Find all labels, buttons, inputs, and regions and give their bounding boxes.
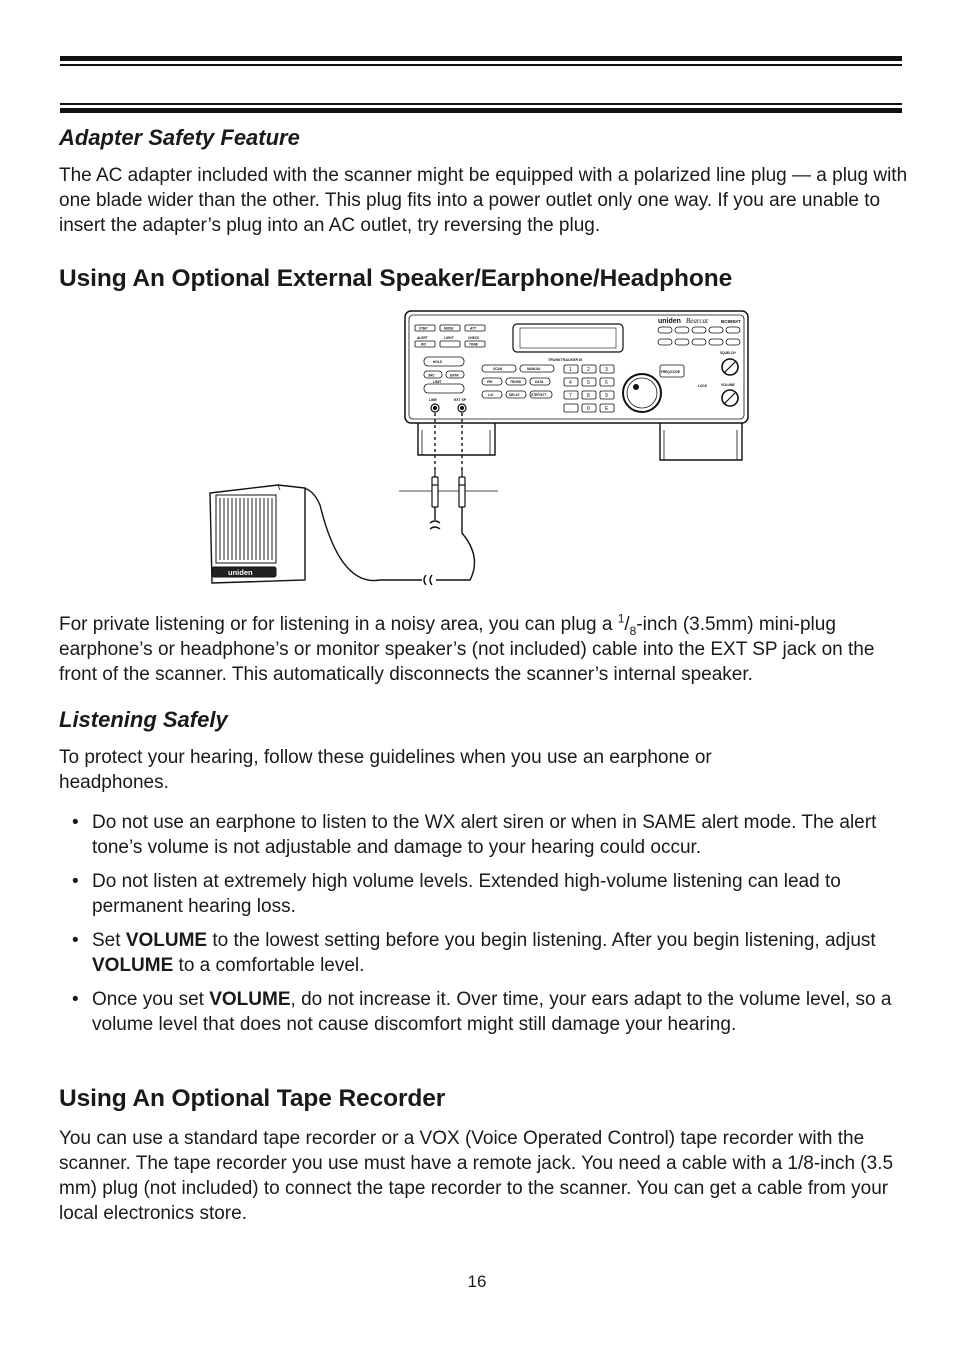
lock-label: LOCK <box>698 384 708 388</box>
numeric-keypad <box>564 365 614 412</box>
top-right-buttons <box>658 327 740 345</box>
button-src: SRC <box>428 373 435 378</box>
scanner-model-code: BC895XT <box>721 319 741 324</box>
bullet-dot: • <box>72 812 79 833</box>
keypad-key-label: 6 <box>605 380 608 386</box>
tuning-dial <box>623 374 661 412</box>
button-limit: LIMIT <box>433 380 442 384</box>
bullet-dot: • <box>72 930 79 951</box>
bullet-text-a: Set <box>92 930 126 951</box>
bullet-text-e: to a comfortable level. <box>173 955 365 976</box>
bullet-dot: • <box>72 871 79 892</box>
jack-ext-sp-label: EXT SP <box>454 398 467 402</box>
keypad-key-label: . <box>569 406 571 412</box>
bullet-text-c: to the lowest setting before you begin listening. After you begin listening, adjust <box>207 930 876 951</box>
section-rule-thin <box>60 103 902 105</box>
list-item <box>70 928 906 978</box>
list-item <box>70 810 906 860</box>
tape-recorder-heading: Using An Optional Tape Recorder <box>59 1085 446 1112</box>
external-speaker-body: For private listening or for listening in a noisy area, you can plug a $^1/_8$-inch (3.5mm) mini-plug earphone’s or headphone’s or monitor speaker’s (not included) cable into the EXT SP jack on the front of the scanner. This automatically disconnects the scanner’s internal speaker. <box>59 611 875 685</box>
keypad-key-label: 1 <box>569 367 572 373</box>
button-data: DATA <box>535 380 544 384</box>
bullet-volume-bold: VOLUME <box>209 989 291 1010</box>
button-step-att: STEP/ATT <box>531 393 547 397</box>
list-item <box>70 987 906 1037</box>
keypad-key-label: 3 <box>605 367 608 373</box>
button-alert: ALERT <box>417 336 428 340</box>
button-step: STEP <box>419 326 428 331</box>
bullet-dot: • <box>72 989 79 1010</box>
button-hold: HOLD <box>433 360 443 364</box>
button-light: LIGHT <box>444 336 454 340</box>
fraction-numerator: 1 <box>617 611 625 626</box>
keypad-key-label: 7 <box>569 393 572 399</box>
keypad-key-label: 5 <box>587 380 590 386</box>
volume-knob <box>722 390 738 406</box>
scanner-speaker-illustration <box>200 305 760 600</box>
keypad-key-label: 8 <box>587 393 590 399</box>
speaker-brand-label: uniden <box>228 568 253 577</box>
top-rule-thin <box>60 64 902 66</box>
button-scan: SCAN <box>493 367 503 371</box>
button-tone: TONE <box>469 342 478 347</box>
button-delay: DELAY <box>509 393 520 397</box>
button-pri: PRI <box>487 380 493 384</box>
speaker-cable <box>300 488 475 585</box>
tape-recorder-body: You can use a standard tape recorder or a VOX (Voice Operated Control) tape recorder with the scanner. The tape recorder you use must have a remote jack. You need a cable with a 1/8-inch (3.5 mm) plug (not included) to connect the tape recorder to the scanner. You can get a cable from your local electronics store. <box>59 1128 894 1224</box>
section-rule <box>60 108 902 113</box>
listening-safely-intro: To protect your hearing, follow these guidelines when you use an earphone or headphones. <box>59 747 712 793</box>
jack-line-label: LINE <box>429 398 437 402</box>
safety-guidelines-list <box>70 810 906 1046</box>
button-check: CHECK <box>468 336 480 340</box>
page-number: 16 <box>467 1272 487 1291</box>
keypad-key-label: 2 <box>587 367 590 373</box>
button-entr: ENTR <box>450 373 459 378</box>
keypad-key-label: E <box>605 406 609 412</box>
squelch-label: SQUELCH <box>720 351 736 355</box>
scanner-model-script: Bearcat <box>686 317 708 325</box>
button-wx: WX <box>421 342 427 347</box>
bullet-volume-bold: VOLUME <box>125 930 208 951</box>
listening-safely-heading: Listening Safely <box>59 707 228 732</box>
button-manual: MANUAL <box>527 367 541 371</box>
top-rule <box>60 56 902 61</box>
button-att: ATT <box>470 326 476 331</box>
front-jacks <box>431 404 466 412</box>
keypad-key-label: 4 <box>569 380 572 386</box>
external-speaker-body-end: -inch (3.5mm) mini-plug earphone’s or headphone’s or monitor speaker’s (not included) cable into the EXT SP jack on the front of the scanner. This automatically disconnects the scanner’s internal speaker. <box>59 614 875 685</box>
scanner-brand-label: uniden <box>658 318 681 325</box>
squelch-knob <box>722 359 738 375</box>
keypad-key-label: 9 <box>605 393 608 399</box>
bullet-text: Do not listen at extremely high volume levels. Extended high-volume listening can lead to permanent hearing loss. <box>92 871 841 917</box>
button-trunk: TRUNK <box>510 380 522 384</box>
volume-label: VOLUME <box>721 383 735 387</box>
adapter-safety-body: The AC adapter included with the scanner might be equipped with a polarized line plug — a plug with one blade wider than the other. This plug fits into a power outlet only one way. If you are unable to insert the adapter’s plug into an AC outlet, try reversing the plug. <box>59 165 908 236</box>
fraction-denominator: 8 <box>629 623 637 638</box>
button-mode: MODE <box>444 326 454 331</box>
bullet-text: Do not use an earphone to listen to the WX alert siren or when in SAME alert mode. The alert tone’s volume is not adjustable and damage to your hearing could occur. <box>92 812 877 858</box>
freq-code-label: FREQ/CODE <box>661 370 680 374</box>
adapter-safety-heading: Adapter Safety Feature <box>59 125 300 150</box>
bullet-text-c: , do not increase it. Over time, your ears adapt to the volume level, so a volume level that does not cause discomfort might still damage your hearing. <box>92 989 892 1035</box>
button-lo: L/O <box>488 393 494 397</box>
external-speaker-heading: Using An Optional External Speaker/Earphone/Headphone <box>59 265 733 292</box>
list-item <box>70 869 906 919</box>
keypad-key-label: 0 <box>587 406 590 412</box>
bullet-volume-bold: VOLUME <box>92 955 174 976</box>
jack-guide-lines <box>435 413 462 473</box>
trunktracker-label: TRUNKTRACKER III <box>548 358 583 362</box>
mini-plugs <box>399 469 498 507</box>
external-speaker-body-start: For private listening or for listening in a noisy area, you can plug a <box>59 614 618 635</box>
keypad-key <box>564 404 578 412</box>
bullet-text-a: Once you set <box>92 989 210 1010</box>
